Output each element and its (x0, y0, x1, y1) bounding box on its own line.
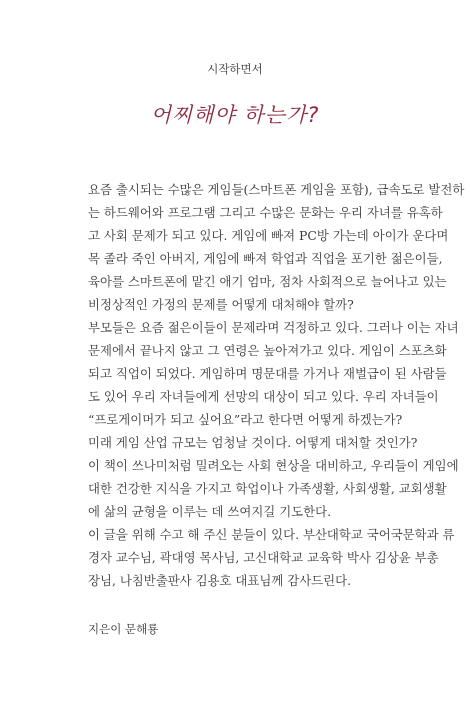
section-label: 시작하면서 (207, 62, 263, 76)
text-line: 도 있어 우리 자녀들에게 선망의 대상이 되고 있다. 우리 자녀들이 (88, 389, 439, 404)
text-line: 고 사회 문제가 되고 있다. 게임에 빠져 PC방 가는데 아이가 운다며 (88, 228, 449, 243)
text-line: 비정상적인 가정의 문제를 어떻게 대처해야 할까? (88, 297, 354, 312)
paragraph-2 (66, 316, 459, 431)
paragraph-3 (66, 431, 418, 454)
text-line: 에 삶의 균형을 이루는 데 쓰여지길 기도한다. (88, 504, 332, 519)
paragraph-1 (66, 178, 465, 316)
text-line: 이 책이 쓰나미처럼 밀려오는 사회 현상을 대비하고, 우리들이 게임에 (88, 458, 459, 473)
text-line: 요즘 출시되는 수많은 게임들(스마트폰 게임을 포함), 급속도로 발전하 (88, 182, 465, 197)
text-line: 대한 건강한 지식을 가지고 학업이나 가족생활, 사회생활, 교회생활 (88, 481, 447, 496)
page-title: 어찌해야 하는가? (150, 103, 320, 127)
text-line: 되고 직업이 되었다. 게임하며 명문대를 가거나 재벌급이 된 사람들 (88, 366, 447, 381)
text-line: 문제에서 끝나지 않고 그 연령은 높아져가고 있다. 게임이 스포츠화 (88, 343, 447, 358)
paragraph-4 (66, 454, 459, 523)
text-line: 부모들은 요즘 젊은이들이 문제라며 걱정하고 있다. 그러나 이는 자녀 (88, 320, 459, 335)
text-line: “프로게이머가 되고 싶어요”라고 한다면 어떻게 하겠는가? (88, 412, 403, 427)
text-line: 미래 게임 산업 규모는 엄청날 것이다. 어떻게 대처할 것인가? (88, 435, 418, 450)
text-line: 경자 교수님, 곽대영 목사님, 고신대학교 교육학 박사 김상윤 부총 (88, 550, 439, 565)
text-line: 장님, 나침반출판사 김용호 대표님께 감사드린다. (88, 573, 352, 588)
paragraph-5 (66, 523, 455, 592)
text-line: 이 글을 위해 수고 해 주신 분들이 있다. 부산대학교 국어국문학과 류 (88, 527, 455, 542)
author-signature: 지은이 문해룡 (88, 622, 159, 636)
body-text (66, 178, 465, 592)
text-line: 육아를 스마트폰에 맡긴 애기 엄마, 점차 사회적으로 늘어나고 있는 (88, 274, 447, 289)
text-line: 는 하드웨어와 프로그램 그리고 수많은 문화는 우리 자녀를 유혹하 (88, 205, 443, 220)
text-line: 목 졸라 죽인 아버지, 게임에 빠져 학업과 직업을 포기한 젊은이들, (88, 251, 443, 266)
